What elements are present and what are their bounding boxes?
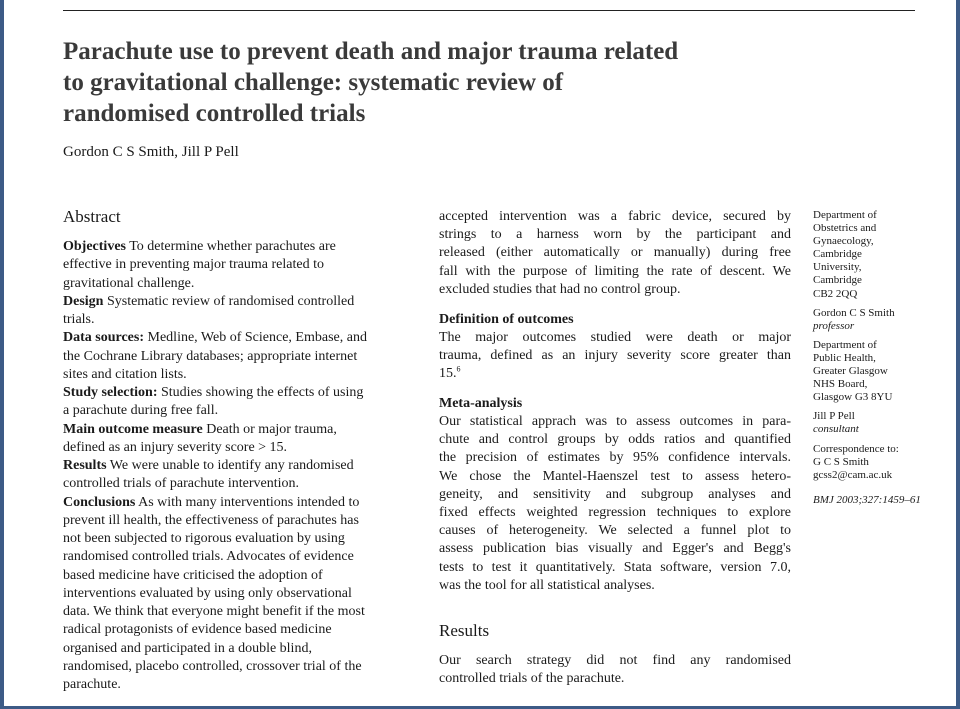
- abstract-line: trials.: [63, 312, 95, 327]
- body-line: trauma, defined as an injury severity score greater than: [439, 348, 791, 364]
- data-sources-label: Data sources:: [63, 330, 145, 346]
- article-title: [63, 36, 823, 129]
- abstract-line: prevent ill health, the effectiveness of parachutes has: [63, 512, 359, 528]
- authors: Gordon C S Smith, Jill P Pell: [63, 144, 239, 160]
- abstract-text: We were unable to identify any randomised: [106, 458, 354, 473]
- main-outcome-label: Main outcome measure: [63, 421, 203, 437]
- results-label: Results: [63, 458, 107, 473]
- correspondence-email: gcss2@cam.ac.uk: [813, 468, 893, 481]
- abstract-line: [63, 384, 423, 402]
- citation-text: BMJ 2003;327:1459–61: [813, 493, 921, 506]
- intro-paragraph: [439, 208, 791, 299]
- conclusions-label: Conclusions: [63, 494, 136, 510]
- abstract-line: effective in preventing major trauma related to: [63, 257, 324, 273]
- affiliation-line: Department of: [813, 338, 877, 351]
- body-line: assess publication bias visually and Egger's and Begg's: [439, 541, 791, 557]
- body-line: tests to test it quantitatively. Stata software, version 7.0,: [439, 559, 791, 575]
- abstract-line: [63, 457, 423, 475]
- correspondence-line: Correspondence to:: [813, 442, 899, 455]
- body-line: accepted intervention was a fabric device, secured by: [439, 209, 791, 224]
- results-paragraph: [439, 652, 791, 688]
- study-selection-label: Study selection:: [63, 385, 158, 400]
- definition-paragraph: [439, 329, 791, 384]
- body-line: was the tool for all statistical analyses.: [439, 577, 655, 593]
- affiliation-line: Department of: [813, 209, 877, 221]
- abstract-line: [63, 421, 423, 439]
- body-line: fixed effects weighted regression techniques to explore: [439, 505, 791, 521]
- author-role: [813, 423, 923, 436]
- affiliation-line: CB2 2QQ: [813, 287, 858, 300]
- meta-analysis-heading: Meta-analysis: [439, 396, 523, 411]
- abstract-line: organised and participated in a double blind,: [63, 640, 312, 656]
- abstract-line: interventions evaluated by using only observational: [63, 585, 352, 601]
- affiliation-line: NHS Board,: [813, 378, 868, 391]
- body-line: causes of heterogeneity. We selected a funnel plot to: [439, 523, 791, 539]
- body-line: Our search strategy did not find any randomised: [439, 653, 791, 668]
- body-line: released (either automatically or manually) during free: [439, 245, 791, 261]
- abstract-line: based medicine have criticised the adoption of: [63, 567, 323, 583]
- affiliation-line: Cambridge: [813, 274, 862, 287]
- abstract-line: randomised, placebo controlled, crossover trial of the: [63, 658, 362, 674]
- affiliation-line: Cambridge: [813, 248, 862, 261]
- title-line: to gravitational challenge: systematic review of: [63, 69, 564, 96]
- author-affiliations: [813, 209, 923, 507]
- abstract-line: radical protagonists of evidence based medicine: [63, 622, 332, 638]
- abstract-line: [63, 494, 423, 512]
- affiliation-line: Glasgow G3 8YU: [813, 391, 893, 404]
- title-line: Parachute use to prevent death and major trauma related: [63, 38, 679, 65]
- meta-analysis-paragraph: [439, 413, 791, 595]
- author-name: Jill P Pell: [813, 410, 855, 423]
- results-heading: Results: [439, 621, 490, 640]
- body-line: fall with the purpose of limiting the rate of descent. We: [439, 263, 791, 279]
- abstract-line: [63, 293, 423, 311]
- body-line: strings to a harness worn by the participant and: [439, 227, 791, 243]
- abstract-text: Systematic review of randomised controlled: [103, 293, 355, 309]
- body-line: The major outcomes studied were death or major: [439, 330, 791, 345]
- role-text: professor: [813, 319, 855, 332]
- top-rule: [63, 10, 915, 11]
- abstract-line: the Cochrane Library databases; appropriate internet: [63, 348, 358, 364]
- reference-mark: 6: [456, 364, 461, 374]
- abstract-line: data. We think that everyone might benefit if the most: [63, 604, 365, 619]
- author-name: Gordon C S Smith: [813, 306, 895, 319]
- abstract-line: a parachute during free fall.: [63, 403, 219, 419]
- role-text: consultant: [813, 423, 859, 436]
- citation: [813, 494, 923, 507]
- abstract-text: Death or major trauma,: [202, 421, 337, 437]
- abstract-line: gravitational challenge.: [63, 275, 195, 291]
- body-line: We chose the Mantel-Haenszel test to assess hetero-: [439, 468, 791, 484]
- abstract-text: To determine whether parachutes are: [125, 239, 336, 254]
- affiliation-line: Public Health,: [813, 351, 876, 364]
- author-role: [813, 320, 923, 333]
- abstract-line: parachute.: [63, 677, 121, 692]
- body-line: the precision of estimates by 95% confidence intervals.: [439, 450, 791, 466]
- body-line: [439, 365, 791, 383]
- abstract-text: Medline, Web of Science, Embase, and: [144, 330, 367, 346]
- affiliation-line: Greater Glasgow: [813, 365, 888, 378]
- abstract-line: randomised controlled trials. Advocates of evidence: [63, 549, 354, 565]
- abstract-heading: Abstract: [63, 207, 121, 226]
- body-line: Our statistical apprach was to assess outcomes in para-: [439, 414, 791, 429]
- abstract-line: not been subjected to rigorous evaluation by using: [63, 531, 345, 546]
- affiliation-line: Gynaecology,: [813, 235, 874, 248]
- body-line: excluded studies that had no control group.: [439, 281, 681, 297]
- abstract-body: [63, 238, 423, 694]
- abstract-line: [63, 329, 423, 347]
- abstract-text: Studies showing the effects of using: [157, 385, 364, 400]
- abstract-text: As with many interventions intended to: [135, 494, 360, 510]
- body-line: controlled trials of the parachute.: [439, 671, 625, 687]
- abstract-line: controlled trials of parachute intervention.: [63, 476, 299, 492]
- affiliation-line: Obstetrics and: [813, 222, 877, 235]
- design-label: Design: [63, 293, 104, 309]
- body-line: chute and control groups by odds ratios and quantified: [439, 432, 791, 448]
- body-text: 15.: [439, 366, 457, 382]
- correspondence-line: G C S Smith: [813, 455, 869, 468]
- body-line: geneity, and sensitivity and subgroup analyses and: [439, 486, 791, 502]
- abstract-line: [63, 238, 423, 256]
- objectives-label: Objectives: [63, 239, 126, 254]
- abstract-line: defined as an injury severity score > 15.: [63, 439, 288, 455]
- title-line: randomised controlled trials: [63, 100, 366, 127]
- abstract-line: sites and citation lists.: [63, 366, 187, 382]
- affiliation-line: University,: [813, 261, 862, 274]
- definition-heading: Definition of outcomes: [439, 312, 574, 327]
